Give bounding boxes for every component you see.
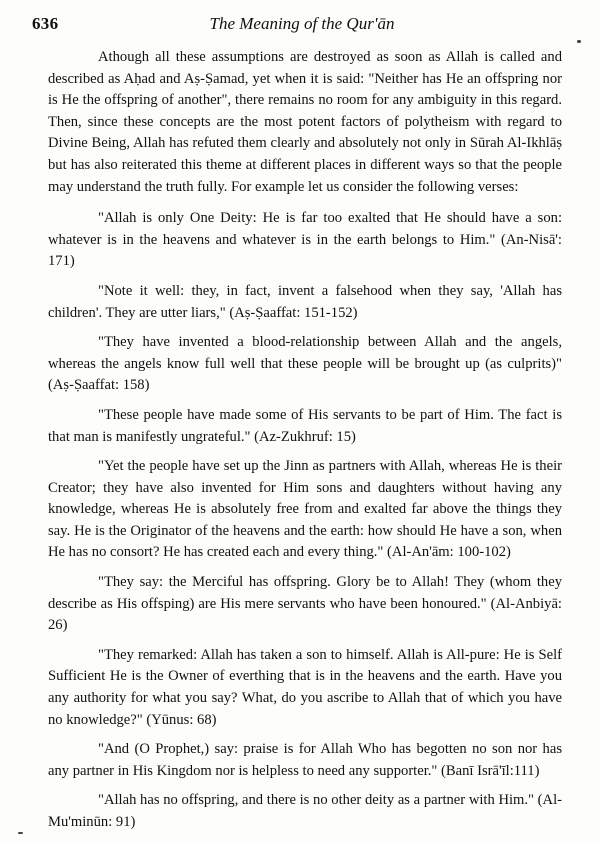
running-title: The Meaning of the Qur'ān xyxy=(209,14,395,33)
body-text xyxy=(48,47,562,842)
verse-quote-al-muminun: "Allah has no offspring, and there is no other deity as a partner with Him." (Al-Mu'minūn: 91) xyxy=(48,792,562,830)
page-number: 636 xyxy=(32,14,59,33)
verse-quote-yunus: "They remarked: Allah has taken a son to himself. Allah is All-pure: He is Self Sufficient He is the Owner of everthing that is in the heavens and the earth. Have you any authority for what you say? What, do you ascribe to Allah that of which you have no knowledge?" (Yūnus: 68) xyxy=(48,646,562,728)
verse-quote-az-zukhruf: "These people have made some of His servants to be part of Him. The fact is that man is manifestly ungrateful." (Az-Zukhruf: 15) xyxy=(48,406,562,445)
intro-paragraph: Athough all these assumptions are destroyed as soon as Allah is called and described as Aḥad and Aṣ-Ṣamad, yet when it is said: "Neither has He an offspring nor is He the offspring of another", there remains no room for any ambiguity in this regard. Then, since these concepts are the most potent factors of polytheism with regard to Divine Being, Allah has refuted them clearly and absolutely not only in Sūrah Al-Ikhlāṣ but has also reiterated this theme at different places in different ways so that the people may understand the truth fully. For example let us consider the following verses: xyxy=(48,49,562,195)
verse-quote-bani-israil: "And (O Prophet,) say: praise is for Allah Who has begotten no son nor has any partner in His Kingdom nor is helpless to need any supporter." (Banī Isrā'īl:111) xyxy=(48,741,562,779)
verse-quote-al-anam: "Yet the people have set up the Jinn as partners with Allah, whereas He is their Creator; they have also invented for Him sons and daughters without having any knowledge, whereas He is absolutely free from and exalted far above the things they say. He is the Originator of the heavens and the earth: how should He have a son, when He has no consort? He has created each and every thing." (Al-An'ām: 100-102) xyxy=(48,458,562,561)
scan-speck xyxy=(18,832,23,834)
verse-quote-al-anbiya: "They say: the Merciful has offspring. Glory be to Allah! They (whom they describe as His offsping) are His mere servants who have been honoured." (Al-Anbiyā: 26) xyxy=(48,574,562,634)
verse-quote-as-saaffat-151: "Note it well: they, in fact, invent a falsehood when they say, 'Allah has children'. They are utter liars," (Aṣ-Ṣaaffat: 151-152) xyxy=(48,282,562,321)
verse-quote-an-nisa: "Allah is only One Deity: He is far too exalted that He should have a son: whatever is in the heavens and whatever is in the earth belongs to Him." (An-Nisā': 171) xyxy=(48,210,562,270)
scan-speck xyxy=(577,40,581,43)
page-header xyxy=(32,14,572,38)
verse-quote-as-saaffat-158: "They have invented a blood-relationship between Allah and the angels, whereas the angels know full well that these people will be brought up (as culprits)" (Aṣ-Ṣaaffat: 158) xyxy=(48,334,562,394)
